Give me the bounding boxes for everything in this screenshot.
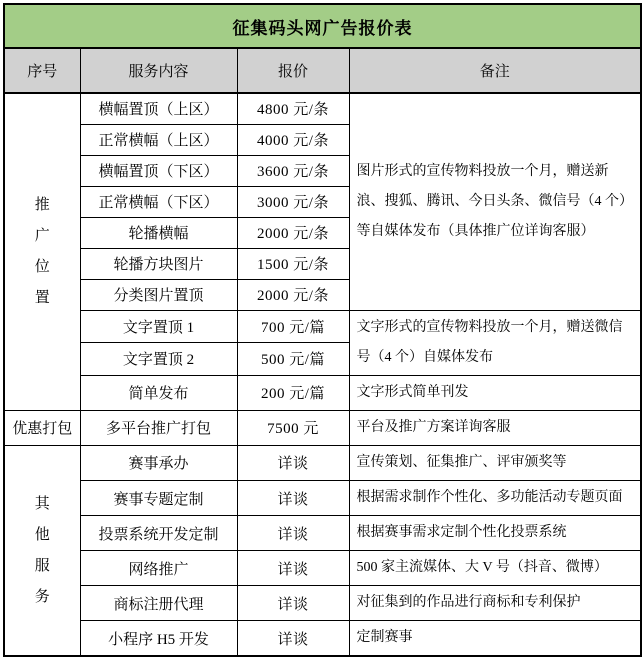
service-cell: 正常横幅（下区）	[80, 186, 237, 217]
remark-cell: 500 家主流媒体、大 V 号（抖音、微博）	[349, 551, 641, 586]
remark-cell: 对征集到的作品进行商标和专利保护	[349, 586, 641, 621]
table-row	[4, 586, 641, 621]
service-cell: 赛事专题定制	[80, 480, 237, 515]
price-cell: 7500 元	[237, 410, 349, 445]
price-cell: 详谈	[237, 480, 349, 515]
service-cell: 多平台推广打包	[80, 410, 237, 445]
price-cell: 200 元/篇	[237, 375, 349, 410]
table-row	[4, 516, 641, 551]
remark-cell: 定制赛事	[349, 621, 641, 657]
group-label-other-services	[4, 445, 80, 656]
table-row	[4, 410, 641, 445]
column-header-price: 报价	[237, 48, 349, 93]
price-cell: 3600 元/条	[237, 155, 349, 186]
column-header-remark: 备注	[349, 48, 641, 93]
service-cell: 分类图片置顶	[80, 279, 237, 310]
price-cell: 700 元/篇	[237, 310, 349, 343]
service-cell: 文字置顶 2	[80, 343, 237, 376]
column-header-service: 服务内容	[80, 48, 237, 93]
group-label-promotion-position	[4, 93, 80, 410]
table-row	[4, 310, 641, 343]
column-header-index: 序号	[4, 48, 80, 93]
service-cell: 文字置顶 1	[80, 310, 237, 343]
remark-cell: 平台及推广方案详询客服	[349, 410, 641, 445]
group-label-text: 推广位置	[34, 196, 50, 306]
service-cell: 商标注册代理	[80, 586, 237, 621]
price-cell: 详谈	[237, 445, 349, 480]
service-cell: 正常横幅（上区）	[80, 124, 237, 155]
service-cell: 轮播横幅	[80, 217, 237, 248]
header-row	[4, 48, 641, 93]
table-row	[4, 375, 641, 410]
service-cell: 横幅置顶（下区）	[80, 155, 237, 186]
remark-cell: 根据需求制作个性化、多功能活动专题页面	[349, 480, 641, 515]
table-row	[4, 480, 641, 515]
ad-price-table	[3, 3, 642, 657]
remark-cell: 根据赛事需求定制个性化投票系统	[349, 516, 641, 551]
remark-cell: 图片形式的宣传物料投放一个月，赠送新浪、搜狐、腾讯、今日头条、微信号（4 个）等自媒体发布（具体推广位详询客服）	[349, 93, 641, 310]
service-cell: 轮播方块图片	[80, 248, 237, 279]
service-cell: 赛事承办	[80, 445, 237, 480]
service-cell: 网络推广	[80, 551, 237, 586]
remark-cell: 宣传策划、征集推广、评审颁奖等	[349, 445, 641, 480]
table-row	[4, 551, 641, 586]
service-cell: 横幅置顶（上区）	[80, 93, 237, 124]
remark-cell: 文字形式简单刊发	[349, 375, 641, 410]
price-cell: 详谈	[237, 516, 349, 551]
price-cell: 4000 元/条	[237, 124, 349, 155]
table-row	[4, 445, 641, 480]
group-label-discount-package: 优惠打包	[4, 410, 80, 445]
remark-cell: 文字形式的宣传物料投放一个月，赠送微信号（4 个）自媒体发布	[349, 310, 641, 375]
price-cell: 1500 元/条	[237, 248, 349, 279]
price-cell: 2000 元/条	[237, 217, 349, 248]
price-cell: 500 元/篇	[237, 343, 349, 376]
service-cell: 投票系统开发定制	[80, 516, 237, 551]
price-cell: 3000 元/条	[237, 186, 349, 217]
price-cell: 详谈	[237, 621, 349, 657]
price-cell: 详谈	[237, 586, 349, 621]
price-cell: 2000 元/条	[237, 279, 349, 310]
price-cell: 4800 元/条	[237, 93, 349, 124]
page-title: 征集码头网广告报价表	[4, 4, 641, 48]
group-label-text: 其他服务	[34, 495, 50, 605]
price-cell: 详谈	[237, 551, 349, 586]
table-row	[4, 621, 641, 657]
title-row	[4, 4, 641, 48]
service-cell: 小程序 H5 开发	[80, 621, 237, 657]
table-row	[4, 93, 641, 124]
service-cell: 简单发布	[80, 375, 237, 410]
